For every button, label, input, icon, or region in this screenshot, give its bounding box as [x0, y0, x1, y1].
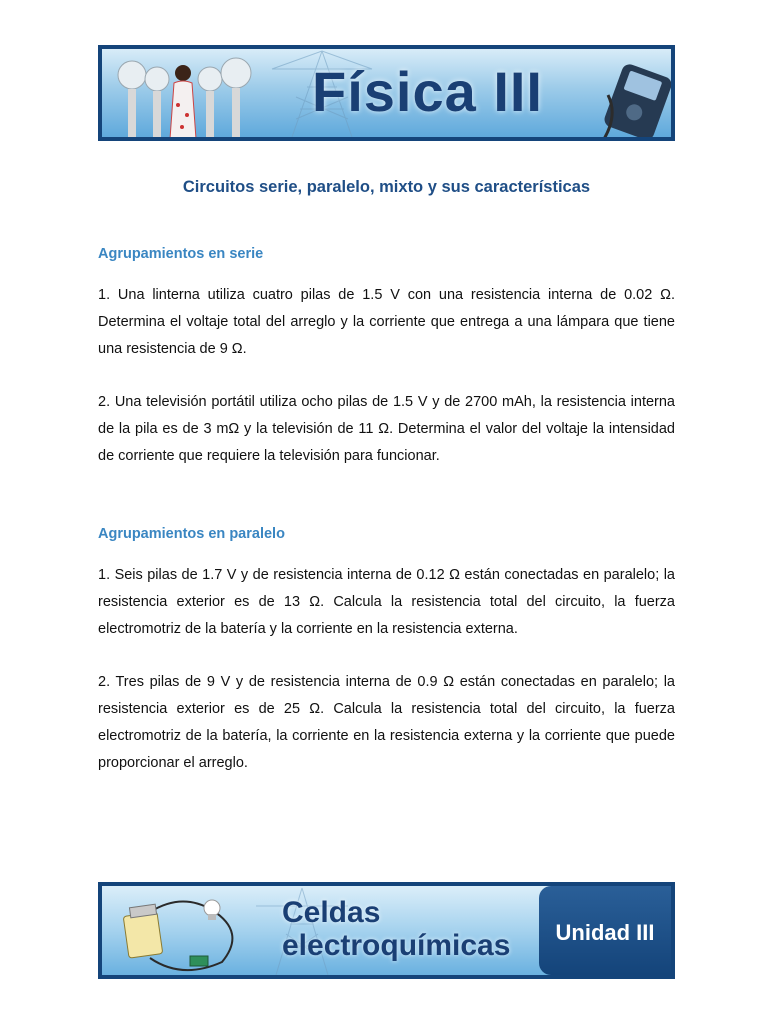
problem-serie-1: 1. Una linterna utiliza cuatro pilas de 1.5 V con una resistencia interna de 0.02 Ω. Determina el voltaje total del arreglo y la corriente que entrega a una lámpara que tiene una resistencia de 9 Ω. — [98, 287, 675, 357]
circuit-battery-bulb-icon — [112, 892, 252, 974]
header-banner — [98, 45, 675, 141]
footer-title-line1: Celdas — [282, 896, 381, 929]
footer-banner — [98, 882, 675, 979]
section-heading-serie: Agrupamientos en serie — [98, 246, 264, 262]
section-heading-paralelo: Agrupamientos en paralelo — [98, 526, 285, 542]
problem-paralelo-2: 2. Tres pilas de 9 V y de resistencia interna de 0.9 Ω están conectadas en paralelo; la resistencia exterior es de 25 Ω. Calcula la resistencia total del circuito, la fuerza electromotriz de la batería, la corriente en la resistencia externa y la corriente que puede proporcionar el arreglo. — [98, 674, 675, 771]
problem-paralelo-1: 1. Seis pilas de 1.7 V y de resistencia interna de 0.12 Ω están conectadas en paralelo; la resistencia exterior es de 13 Ω. Calcula la resistencia total del circuito, la fuerza electromotriz de la batería y la corriente en la resistencia externa. — [98, 567, 675, 637]
footer-title — [282, 896, 510, 962]
header-title: Física III — [312, 60, 543, 123]
unit-label: Unidad III — [555, 920, 655, 945]
footer-title-line2: electroquímicas — [282, 929, 511, 962]
document-title: Circuitos serie, paralelo, mixto y sus características — [182, 178, 591, 196]
multimeter-icon — [598, 55, 672, 139]
plasma-globes-icon — [112, 55, 262, 139]
problem-serie-2: 2. Una televisión portátil utiliza ocho pilas de 1.5 V y de 2700 mAh, la resistencia interna de la pila es de 3 mΩ y la televisión de 11 Ω. Determina el valor del voltaje la intensidad de corriente que requiere la televisión para funcionar. — [98, 394, 675, 464]
unit-badge — [539, 886, 671, 975]
